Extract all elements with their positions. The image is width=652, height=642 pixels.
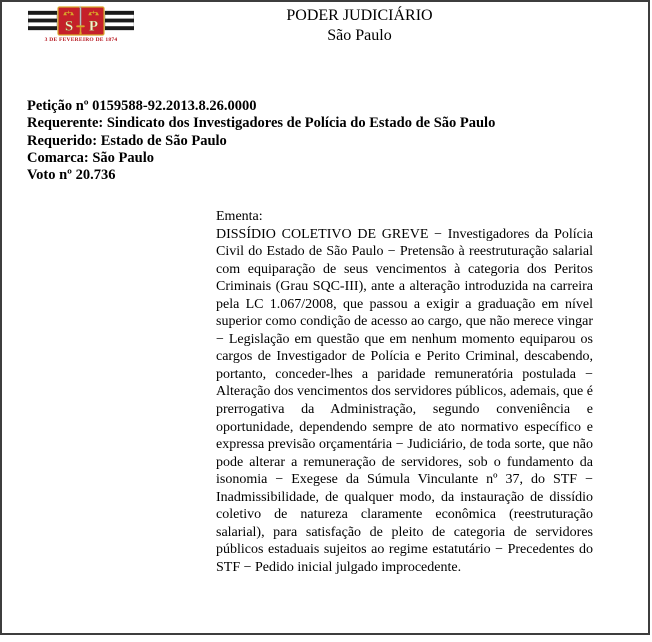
emblem-caption: 3 DE FEVEREIRO DE 1874 bbox=[44, 37, 118, 43]
emblem-letter-p: P bbox=[88, 18, 99, 35]
page-title: PODER JUDICIÁRIO bbox=[286, 7, 433, 24]
case-number-line: Petição nº 0159588-92.2013.8.26.0000 bbox=[27, 98, 257, 114]
flag-stripes-left-icon bbox=[28, 11, 57, 30]
ementa-block bbox=[216, 208, 593, 576]
requerente-line: Requerente: Sindicato dos Investigadores de Polícia do Estado de São Paulo bbox=[27, 115, 496, 132]
requerido-line: Requerido: Estado de São Paulo bbox=[27, 132, 227, 149]
header bbox=[62, 6, 652, 45]
emblem-letter-s: S bbox=[64, 18, 74, 35]
voto-line: Voto nº 20.736 bbox=[27, 167, 116, 184]
page-subtitle: São Paulo bbox=[327, 26, 392, 44]
case-info bbox=[27, 98, 495, 184]
ementa-body: DISSÍDIO COLETIVO DE GREVE − Investigadores da Polícia Civil do Estado de São Paulo − Pretensão à reestruturação salarial com equiparação de seus vencimentos à categoria dos Peritos Criminais (Grau SQC-III), ante a alteração introduzida na carreira pela LC 1.067/2008, que passou a exigir a graduação em nível superior como condição de acesso ao cargo, que não merece vingar − Legislação em questão que em nenhum momento equiparou os cargos de Investigador de Polícia e Perito Criminal, descabendo, portanto, conceder-lhes a paridade remuneratória postulada − Alteração dos vencimentos dos servidores públicos, ademais, que é prerrogativa da Administração, segundo conveniência e oportunidade, dependendo sempre de ato normativo específico e expressa previsão orçamentária − Judiciário, de toda sorte, que não pode alterar a remuneração de servidores, sob o fundamento da isonomia − Exegese da Súmula Vinculante nº 37, do STF − Inadmissibilidade, de qualquer modo, da instauração de dissídio coletivo de natureza claramente econômica (reestruturação salarial), para satisfação de pleito de categoria de servidores públicos estaduais sujeitos ao regime estatutário − Precedentes do STF − Pedido inicial julgado improcedente. bbox=[216, 226, 593, 575]
comarca-line: Comarca: São Paulo bbox=[27, 149, 155, 166]
ementa-label: Ementa: bbox=[216, 209, 263, 224]
